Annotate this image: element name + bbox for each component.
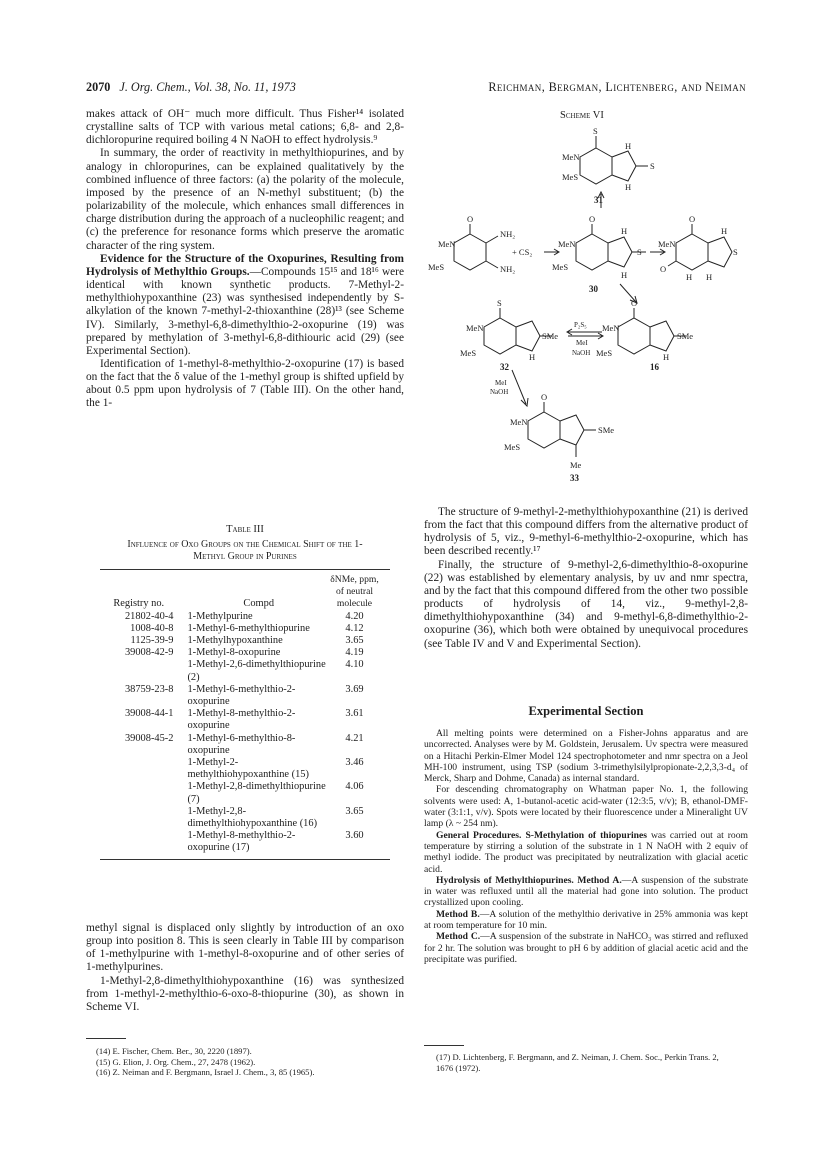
compound-cell: 1-Methyl-6-methylthio-8-oxopurine [187,732,296,756]
reagent-label: MeI [495,379,507,387]
paragraph: In summary, the order of reactivity in methylthiopurines, and by analogy in chloropurines, can be explained qualitatively by the combined influence of three factors: (a) the polarity of the molecule, imposed by the presence of an N-methyl substituent; (b) the polarizability of the molecule, which enhances small differences in charge distribution during the approach of a nucleophilic reagent; and (c) the preference for resonance forms which preserve the aromatic character of the ring system. [86,147,404,252]
compound-number-16: 16 [650,362,659,372]
atom-label: MeN [510,417,528,427]
table-rule-top [100,569,390,570]
atom-label: MeN [558,239,576,249]
reagent-label: NaOH [572,349,591,357]
delta-cell: 3.65 [345,635,364,647]
paragraph: methyl signal is displaced only slightly by introduction of an oxo group into position 8. This is seen clearly in Table III by comparison of 1-methylpurine with 1-methyl-8-oxopurine and of other series of 1-methylpurines. [86,922,404,974]
registry-cell: 1125-39-9 [130,635,174,647]
atom-label: MeN [438,239,456,249]
compound-cell: 1-Methylhypoxanthine [187,635,283,647]
atom-label: O [660,264,667,274]
atom-label: H [721,226,728,236]
paragraph: All melting points were determined on a Fisher-Johns apparatus and are uncorrected. Analyses were by M. Goldstein, Jerusalem. Uv spectra were measured on a Hitachi Perkin-Elmer Model 124 spectrophotometer and nmr spectra on a Jeol MH-100 instrument, using TSP (sodium 3-trimethylsilylpropionate-2,2,3,3-d₄ of Merck, Sharp and Dohme, Canada) as internal standard. [424,728,748,785]
delta-cell: 4.20 [345,610,364,622]
registry-cell: 39008-44-1 [124,708,174,720]
registry-cell: 39008-45-2 [124,732,174,744]
paragraph: For descending chromatography on Whatman paper No. 1, the following solvents were used: A, 1-butanol-acetic acid-water (12:3:5, v/v); B, ethanol-DMF-water (3:1:1, v/v). Spots were located by their fluorescence under a Mineralight UV lamp (λ ~ 254 nm). [424,784,748,830]
compound-cell: 1-Methyl-2,8-dimethylthiopurine (7) [187,781,326,805]
compound-number-30: 30 [589,284,598,294]
atom-label: SMe [677,331,694,341]
table-title: Table III [226,524,264,535]
paragraph [424,830,748,875]
delta-cell: 3.60 [345,830,364,842]
reagent-label: MeI [576,339,588,347]
atom-label: S [733,247,738,257]
atom-label: SMe [598,425,615,435]
registry-cell [104,781,181,805]
atom-label: S [497,298,502,308]
atom-label: H [625,182,632,192]
atom-label: MeS [552,262,569,272]
author-line: Reichman, Bergman, Lichtenberg, and Neiman [488,80,746,94]
reagent-label: P₂S₅ [574,321,587,329]
footnote: (15) G. Elion, J. Org. Chem., 27, 2478 (1962). [96,1056,256,1067]
footnotes-left [96,1046,396,1078]
atom-label: MeN [602,323,620,333]
paragraph: makes attack of OH⁻ much more difficult. Thus Fisher¹⁴ isolated crystalline salts of TCP with various metal cations; 6,8- and 2,8-dichloropurine required boiling 4 N NaOH to effect hydrolysis.⁹ [86,108,404,147]
page-number: 2070 [86,80,111,94]
registry-cell: 21802-40-4 [124,610,174,622]
ring-product-imidazole [708,237,732,267]
registry-cell: 38759-23-8 [124,683,174,695]
delta-cell: 3.61 [345,708,364,720]
experimental-text [424,728,748,965]
table-row [104,733,379,757]
compound-number-32: 32 [500,362,509,372]
compound-cell: 1-Methylpurine [187,610,253,622]
atom-label: SMe [542,331,559,341]
ring-31-imidazole [612,151,636,181]
table-row [104,806,379,830]
paragraph [424,875,748,909]
delta-cell: 4.10 [345,659,364,671]
delta-cell: 4.12 [345,622,364,634]
registry-cell [104,830,181,854]
left-column-text-bottom [86,922,404,1014]
atom-label: MeS [596,348,613,358]
column-header-compd: Compd [243,598,275,610]
ring-32-pyrimidine [484,318,516,354]
atom-label: MeS [504,442,521,452]
column-header-delta: δNMe, ppm, of neutral molecule [330,574,379,610]
registry-cell [104,659,181,683]
compound-cell: 1-Methyl-8-methylthio-2-oxopurine (17) [187,830,296,854]
footnote-rule [86,1038,126,1039]
ring-16-imidazole [650,321,674,351]
atom-label: O [631,298,638,308]
footnote-rule [424,1045,464,1046]
ring-product-pyrimidine [676,234,708,270]
table-row [104,684,379,708]
paragraph-body: —A suspension of the substrate in water was refluxed until all the material had gone into solution. The product crystallized upon cooling. [424,874,748,909]
table-row [104,708,379,732]
delta-cell: 4.19 [345,647,364,659]
compound-cell: 1-Methyl-8-oxopurine [187,647,281,659]
paragraph-body: —A suspension of the substrate in NaHCO₃ was stirred and refluxed for 2 hr. The solution was brought to pH 6 by addition of glacial acetic acid and the precipitate was purified. [424,931,748,965]
compound-cell: 1-Methyl-6-methylthiopurine [187,622,310,634]
atom-label: H [663,352,670,362]
atom-label: Me [570,460,582,470]
subsection-heading: Hydrolysis of Methylthiopurines. Method A. [436,874,622,886]
atom-label: NH₂ [500,229,516,239]
journal-citation: J. Org. Chem., Vol. 38, No. 11, 1973 [119,80,296,94]
ring-diaminopyrimidine [454,234,486,270]
subsection-heading: Method C. [436,931,481,943]
ring-30-pyrimidine [576,234,608,270]
footnote: (14) E. Fischer, Chem. Ber., 30, 2220 (1897). [96,1046,252,1056]
paragraph: 1-Methyl-2,8-dimethylthiohypoxanthine (16) was synthesized from 1-methyl-2-methylthio-6-oxo-8-thiopurine (30), as shown in Scheme VI. [86,974,404,1013]
reagent-cs2: + CS₂ [512,247,533,257]
atom-label: MeN [658,239,676,249]
experimental-heading: Experimental Section [528,704,644,718]
compound-cell: 1-Methyl-6-methylthio-2-oxopurine [187,683,296,708]
table-row [104,647,379,659]
atom-label: NH₂ [500,264,516,274]
atom-label: S [593,126,598,136]
delta-cell: 3.69 [345,683,364,695]
atom-label: MeS [460,348,477,358]
atom-label: S [650,161,655,171]
scheme-vi-diagram [424,124,749,494]
table-caption: Influence of Oxo Groups on the Chemical Shift of the 1-Methyl Group in Purines [127,539,363,562]
ring-32-imidazole [516,321,540,351]
compound-number-31: 31 [594,195,603,205]
table [104,574,379,855]
left-column-text-top [86,108,404,411]
column-header-registry: Registry no. [113,598,165,610]
section-heading: Evidence for the Structure of the Oxopurines, Resulting from Hydrolysis of Methylthio Groups. [86,252,404,278]
table-row [104,781,379,805]
atom-label: MeS [562,172,579,182]
running-head [86,80,746,98]
compound-cell: 1-Methyl-2,6-dimethylthiopurine (2) [187,659,326,683]
footnote-right: (17) D. Lichtenberg, F. Bergmann, and Z. Neiman, J. Chem. Soc., Perkin Trans. 2, 1676 (1972). [436,1052,719,1073]
delta-cell: 4.06 [345,781,364,793]
ring-16-pyrimidine [618,318,650,354]
atom-label: O [467,214,474,224]
registry-cell [104,757,181,781]
paragraph: Finally, the structure of 9-methyl-2,6-dimethylthio-8-oxopurine (22) was established by elementary analysis, by uv and nmr spectra, and by the fact that this compound differed from the other two possible products of hydrolysis of 14, viz., 9-methyl-2,8-dimethylthiohypoxanthine (34) and 9-methyl-6,8-dimethylthio-2-oxopurine (36), which both were obtained by unequivocal procedures (see Table IV and V and Experimental Section). [424,558,748,650]
table-iii [100,524,390,860]
atom-label: H [621,226,628,236]
delta-cell: 3.46 [345,757,364,769]
compound-cell: 1-Methyl-8-methylthio-2-oxopurine [187,708,296,732]
ring-33-pyrimidine [528,412,560,448]
atom-label: H [621,270,628,280]
atom-label: O [689,214,696,224]
paragraph-body: —Compounds 15¹⁵ and 18¹⁶ were identical with known synthetic products. 7-Methyl-2-methylthiohypoxanthine (23) was synthesised independently by S-alkylation of the known 7-methyl-2-thioxanthine (28)¹³ (see Scheme IV). Similarly, 3-methyl-6,8-dimethylthio-2-oxopurine (19) was prepared by methylation of 3-methyl-6,8-dithiouric acid (29) (see Experimental Section). [86,265,404,357]
paragraph [86,253,404,358]
atom-label: H [625,141,632,151]
table-row [104,611,379,623]
footnote: (16) Z. Neiman and F. Bergmann, Israel J. Chem., 3, 85 (1965). [96,1067,315,1078]
subsection-heading: Method B. [436,908,480,920]
scheme-title: Scheme VI [560,110,604,121]
registry-cell: 1008-40-8 [130,622,174,634]
paragraph-body: was carried out at room temperature by stirring a solution of the substrate in 1 N NaOH with 2 equiv of methyl iodide. The product was precipitated by neutralization with glacial acetic acid. [424,829,748,875]
paragraph: The structure of 9-methyl-2-methylthiohypoxanthine (21) is derived from the fact that this compound differs from the alternative product of hydrolysis of 5, viz., 9-methyl-6-methylthio-2-oxopurine, which has been described recently.¹⁷ [424,506,748,558]
table-row [104,635,379,647]
atom-label: H [706,272,713,282]
paragraph-body: —A solution of the methylthio derivative in 25% ammonia was kept at room temperature for 10 min. [424,908,749,932]
atom-label: MeN [466,323,484,333]
atom-label: O [541,392,548,402]
delta-cell: 4.21 [345,732,364,744]
paragraph [424,931,748,965]
registry-cell [104,806,181,830]
atom-label: MeN [562,152,580,162]
paragraph: Identification of 1-methyl-8-methylthio-2-oxopurine (17) is based on the fact that the δ value of the 1-methyl group is shifted upfield by about 0.5 ppm upon hydrolysis of 7 (Table III). On the other hand, the 1- [86,357,404,410]
atom-label: O [589,214,596,224]
atom-label: H [686,272,693,282]
atom-label: MeS [428,262,445,272]
delta-cell: 3.65 [345,805,364,817]
compound-cell: 1-Methyl-2,8-dimethylthiohypoxanthine (16) [187,805,318,830]
compound-number-33: 33 [570,473,579,483]
reagent-label: NaOH [490,388,509,396]
table-row [104,623,379,635]
ring-30-imidazole [608,237,632,267]
atom-label: S [637,247,642,257]
ring-33-imidazole [560,415,584,445]
table-body [104,611,379,855]
subsection-heading: General Procedures. S-Methylation of thiopurines [436,829,647,841]
table-row [104,830,379,854]
ring-31-pyrimidine [580,148,612,184]
registry-cell: 39008-42-9 [124,647,174,659]
paragraph [424,909,748,932]
table-row [104,659,379,683]
atom-label: H [529,352,536,362]
right-column-text [424,506,748,651]
table-rule-bottom [100,859,390,860]
table-row [104,757,379,781]
compound-cell: 1-Methyl-2-methylthiohypoxanthine (15) [187,757,309,781]
